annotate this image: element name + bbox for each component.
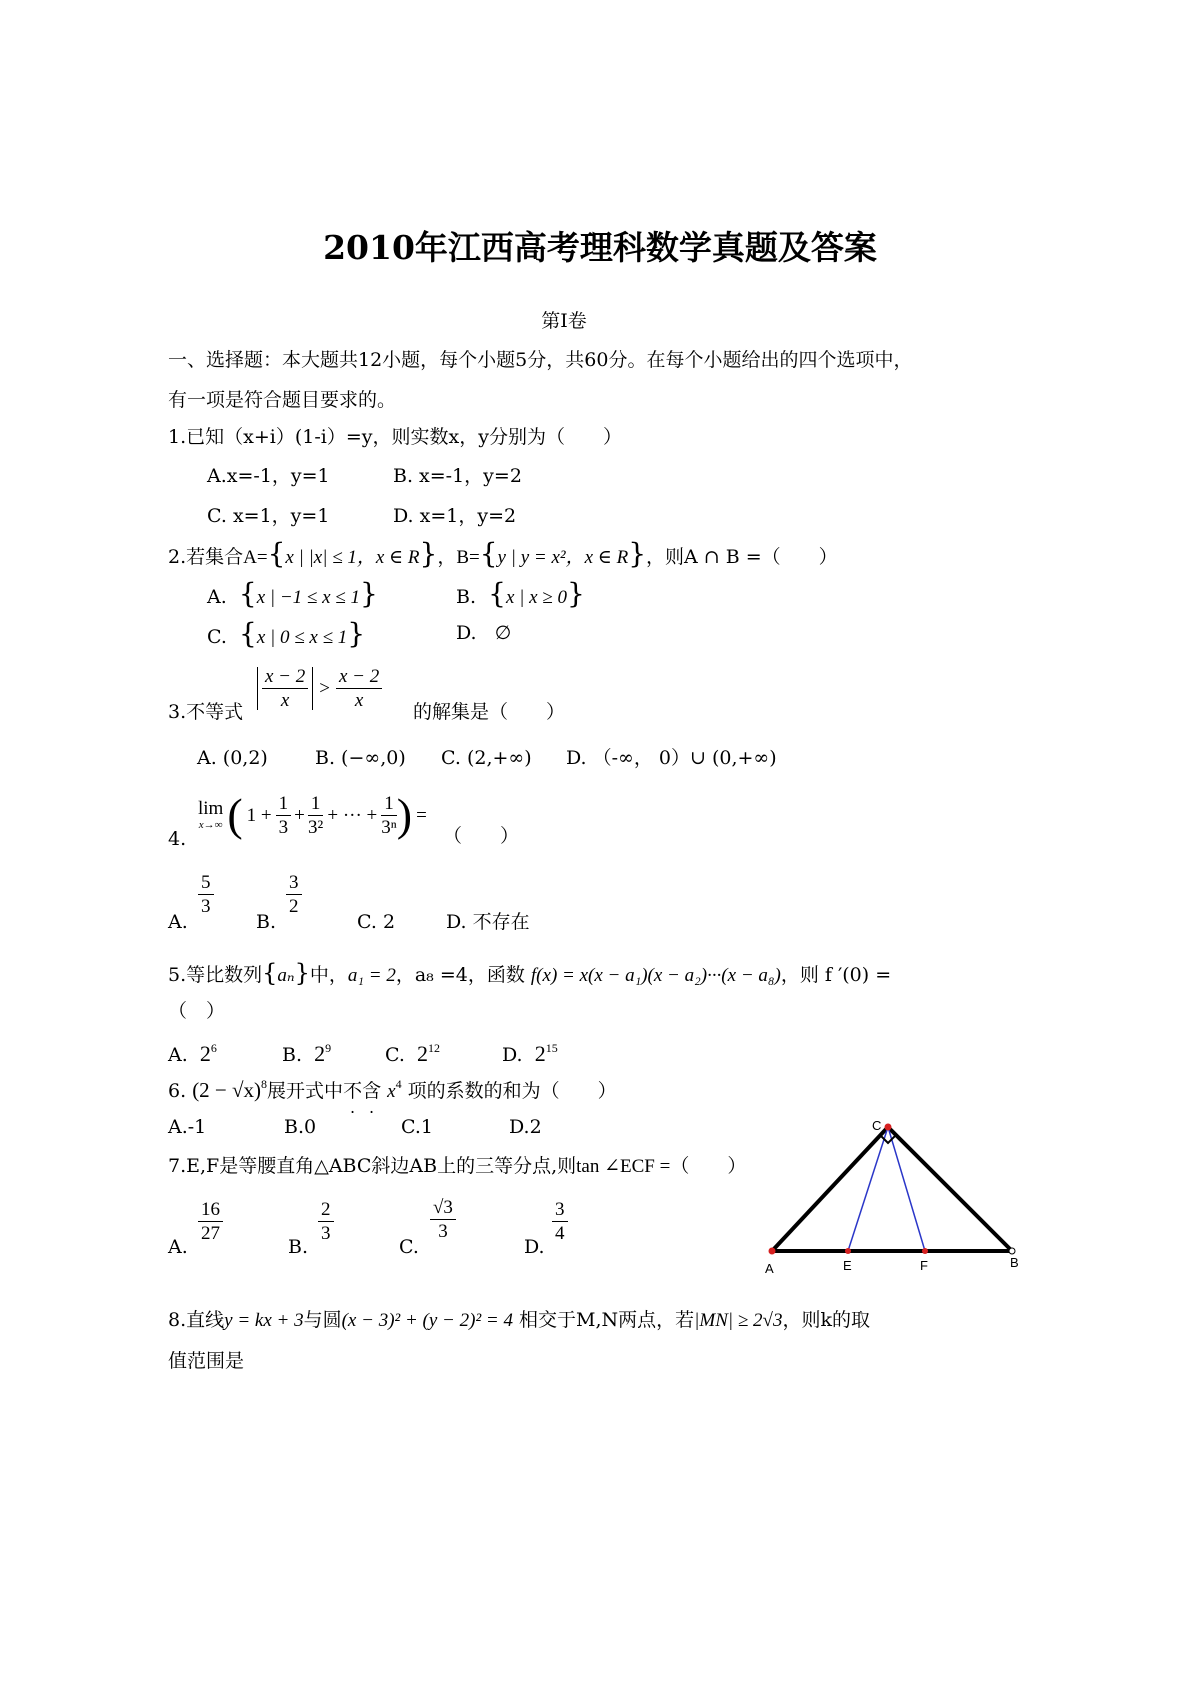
q2-b-value: x | x ≥ 0 xyxy=(505,587,567,608)
q2-c-brace-open: { xyxy=(239,617,257,650)
q5-b-base: 2 xyxy=(314,1041,326,1066)
q7-paren: （ ） xyxy=(670,1155,747,1177)
q5-d-base: 2 xyxy=(534,1041,546,1066)
q4-plus: + xyxy=(294,804,305,826)
q4-a-frac xyxy=(198,873,214,916)
q5-brace-close: } xyxy=(294,959,310,987)
q8-stem xyxy=(168,1311,870,1330)
q4-a-label: A. xyxy=(168,911,188,933)
q3-fraction-left xyxy=(262,667,308,710)
q6-x-exp: 4 xyxy=(395,1077,402,1091)
q5-option-c xyxy=(385,1042,440,1065)
q5-seq: aₙ xyxy=(277,965,295,986)
q4-limit xyxy=(198,784,427,846)
q2-b-brace-open: { xyxy=(488,577,506,610)
q1-option-c: C. x=1，y=1 xyxy=(207,505,330,527)
q6-num: 6. xyxy=(168,1080,187,1102)
q3-fraction-right xyxy=(336,667,382,710)
q7-a-label: A. xyxy=(168,1236,188,1258)
q7-stem-text: 7.E,F是等腰直角△ABC斜边AB上的三等分点,则 xyxy=(168,1155,577,1177)
q1-option-d: D. x=1，y=2 xyxy=(393,505,517,527)
q4-frac-1-num: 1 xyxy=(276,794,292,816)
q4-frac-2-num: 1 xyxy=(308,794,324,816)
q4-equals: = xyxy=(416,804,427,826)
q6-text-1: 展开式中 xyxy=(267,1080,344,1102)
q6-emphasis-1: 不 xyxy=(343,1080,363,1102)
q4-a-den: 3 xyxy=(201,896,211,917)
q7-option-c xyxy=(430,1198,456,1241)
q7-d-num: 3 xyxy=(552,1200,568,1222)
q1-option-b: B. x=-1，y=2 xyxy=(393,465,522,487)
q2-stem: 2.若集合A={x | |x| ≤ 1，x ∈ R}，B={y | y = x²，x ∈ R}，则A ∩ B =（ ） xyxy=(168,537,838,570)
q8-line-2: 值范围是 xyxy=(168,1350,245,1372)
q2-num: 2.若集合 xyxy=(168,546,244,568)
q7-d-frac xyxy=(552,1200,568,1243)
instructions-line-1: 一、选择题：本大题共12小题，每个小题5分，共60分。在每个小题给出的四个选项中， xyxy=(168,349,913,371)
q4-frac-2 xyxy=(308,794,324,837)
q1-stem: 1.已知（x+i）(1-i）=y，则实数x，y分别为（ ） xyxy=(168,426,622,448)
q2-a-brace-close: } xyxy=(359,577,378,610)
q7-b-frac xyxy=(318,1200,334,1243)
q6-text-2: 项的系数的和为（ ） xyxy=(407,1080,617,1102)
q3-abs-value xyxy=(257,667,313,710)
q5-c-label: C. xyxy=(385,1044,405,1066)
q4-lim-word: lim xyxy=(198,798,224,819)
q7-b-label: B. xyxy=(288,1236,309,1258)
q7-c-frac xyxy=(430,1198,456,1241)
q4-b-frac xyxy=(286,873,302,916)
q3-left-num: x − 2 xyxy=(262,667,308,689)
label-a: A xyxy=(765,1261,774,1276)
q4-option-c: C. 2 xyxy=(357,911,396,933)
q6-option-a: A.-1 xyxy=(168,1116,207,1138)
q8-mid-2: 相交于M,N两点，若 xyxy=(519,1309,695,1331)
q7-c-label: C. xyxy=(399,1236,419,1258)
q4-b-den: 2 xyxy=(289,896,299,917)
q7-option-b xyxy=(318,1200,334,1243)
q3-option-a: A. (0,2) xyxy=(197,747,268,769)
q3-right-num: x − 2 xyxy=(336,667,382,689)
point-a xyxy=(769,1248,776,1255)
q4-frac-3-num: 1 xyxy=(381,794,397,816)
q3-tail: 的解集是（ ） xyxy=(413,701,566,723)
q4-lim-sub: x→∞ xyxy=(198,819,223,831)
q3-left-den: x xyxy=(280,689,290,711)
q2-set-a-body: x | |x| ≤ 1，x ∈ R xyxy=(285,547,420,568)
q5-c-exp: 12 xyxy=(428,1041,440,1055)
q7-d-label: D. xyxy=(524,1236,545,1258)
q7-triangle-figure xyxy=(760,1115,1040,1280)
q2-option-d xyxy=(456,624,511,643)
point-e xyxy=(845,1248,851,1254)
q7-a-frac xyxy=(198,1200,223,1243)
q5-b-label: B. xyxy=(282,1044,303,1066)
point-c xyxy=(885,1124,892,1131)
q2-d-value: ∅ xyxy=(494,623,512,644)
q4-frac-1-den: 3 xyxy=(278,816,289,838)
q8-line: y = kx + 3 xyxy=(224,1310,304,1331)
q2-a-brace-open: { xyxy=(238,577,257,610)
q4-b-num: 3 xyxy=(286,873,302,895)
q5-mid: 中， xyxy=(309,964,348,986)
q5-tail: ，则 f ′(0) = xyxy=(780,964,892,986)
q7-b-den: 3 xyxy=(321,1223,331,1244)
q8-mid: 与圆 xyxy=(303,1309,342,1331)
q2-c-value: x | 0 ≤ x ≤ 1 xyxy=(256,627,348,648)
q2-set-b-label: B= xyxy=(456,547,480,568)
q4-b-label: B. xyxy=(256,911,277,933)
q5-brace-open: { xyxy=(262,959,278,987)
q5-paren: （ ） xyxy=(168,1000,226,1022)
q4-frac-3-den: 3ⁿ xyxy=(381,816,397,838)
q7-c-num: √3 xyxy=(430,1198,456,1220)
q2-option-a xyxy=(207,577,378,610)
q2-option-c xyxy=(207,617,366,650)
label-c: C xyxy=(872,1118,882,1133)
q8-circle: (x − 3)² + (y − 2)² = 4 xyxy=(341,1310,513,1331)
q4-option-a xyxy=(198,873,214,916)
q6-option-d: D.2 xyxy=(509,1116,542,1138)
q6-x: x xyxy=(387,1081,396,1102)
q5-option-a xyxy=(168,1042,217,1065)
q8-stem-start: 8.直线 xyxy=(168,1309,225,1331)
q2-b-label: B. xyxy=(456,586,477,608)
q5-a-base: 2 xyxy=(199,1041,211,1066)
q7-option-a xyxy=(198,1200,223,1243)
q5-option-b xyxy=(282,1042,331,1065)
q4-one: 1 + xyxy=(246,804,272,826)
q6-expr: (2 − √x) xyxy=(192,1078,262,1102)
q4-num: 4. xyxy=(168,828,187,850)
q2-brace-close: } xyxy=(419,537,438,570)
page-title: 2010年江西高考理科数学真题及答案 xyxy=(323,228,877,267)
right-angle-mark xyxy=(880,1135,896,1143)
label-f: F xyxy=(920,1258,928,1273)
q8-tail: ，则k的取 xyxy=(782,1309,870,1331)
q7-stem xyxy=(168,1157,746,1176)
q2-brace-open-b: { xyxy=(479,537,498,570)
q2-tail: ，则A ∩ B =（ ） xyxy=(646,546,838,568)
label-e: E xyxy=(843,1258,852,1273)
section-label: 第Ⅰ卷 xyxy=(541,310,587,332)
q4-a-num: 5 xyxy=(198,873,214,895)
q5-c-base: 2 xyxy=(417,1041,428,1066)
q2-d-label: D. xyxy=(456,622,477,644)
q3-option-c: C. (2,+∞) xyxy=(441,747,532,769)
q5-a-label: A. xyxy=(168,1044,188,1066)
q4-option-d: D. 不存在 xyxy=(446,911,530,933)
q5-d-label: D. xyxy=(502,1044,523,1066)
q6-option-b: B.0 xyxy=(284,1116,317,1138)
q2-a-value: x | −1 ≤ x ≤ 1 xyxy=(256,587,360,608)
point-f xyxy=(922,1248,928,1254)
q2-option-b xyxy=(456,577,585,610)
q7-option-d xyxy=(552,1200,568,1243)
q2-b-brace-close: } xyxy=(566,577,585,610)
q3-gt: > xyxy=(319,677,330,699)
q5-option-d xyxy=(502,1042,558,1065)
q5-a-exp: 6 xyxy=(210,1041,217,1055)
q4-paren-close: ) xyxy=(396,789,413,840)
q3-right-den: x xyxy=(354,689,364,711)
q7-tan: tan ∠ECF = xyxy=(576,1156,671,1177)
q5-function: f(x) = x(x − a₁)(x − a₂)···(x − a₈) xyxy=(530,965,781,986)
q2-c-brace-close: } xyxy=(347,617,366,650)
q2-brace-open: { xyxy=(267,537,286,570)
q7-d-den: 4 xyxy=(555,1223,565,1244)
q3-inequality xyxy=(257,658,382,718)
q1-option-a: A.x=-1，y=1 xyxy=(207,465,330,487)
q7-b-num: 2 xyxy=(318,1200,334,1222)
q4-paren: （ ） xyxy=(443,825,520,847)
q7-a-den: 27 xyxy=(201,1223,220,1244)
q4-option-b xyxy=(286,873,302,916)
q2-brace-close-b: } xyxy=(628,537,647,570)
q3-num: 3.不等式 xyxy=(168,701,244,723)
label-b: B xyxy=(1010,1255,1019,1270)
q3-option-d: D. （-∞， 0）∪ (0,+∞) xyxy=(566,747,777,769)
q5-d-exp: 15 xyxy=(545,1041,558,1055)
q4-frac-2-den: 3² xyxy=(308,816,324,838)
q6-exp: 8 xyxy=(261,1077,268,1091)
q4-lim xyxy=(198,799,223,831)
point-b xyxy=(1009,1248,1015,1254)
q2-set-a-label: A= xyxy=(243,547,268,568)
q5-a1: a₁ = 2 xyxy=(347,965,396,986)
q3-option-b: B. (−∞,0) xyxy=(315,747,406,769)
q8-condition: |MN| ≥ 2√3 xyxy=(694,1310,783,1331)
q6-option-c: C.1 xyxy=(401,1116,433,1138)
q6-stem xyxy=(168,1078,617,1101)
instructions-line-2: 有一项是符合题目要求的。 xyxy=(168,389,397,411)
q4-frac-1 xyxy=(276,794,292,837)
q2-set-b-body: y | y = x²，x ∈ R xyxy=(497,547,629,568)
q5-stem-start: 5.等比数列 xyxy=(168,964,263,986)
q4-paren-open: ( xyxy=(227,789,243,840)
triangle-side-ac xyxy=(772,1127,888,1251)
q2-a-label: A. xyxy=(207,586,227,608)
q6-emphasis-2: 含 xyxy=(362,1080,382,1102)
q5-stem xyxy=(168,961,891,985)
q2-c-label: C. xyxy=(207,626,227,648)
q7-a-num: 16 xyxy=(198,1200,223,1222)
q4-frac-3 xyxy=(381,794,397,837)
q5-a8: ，a₈ =4，函数 xyxy=(395,964,525,986)
q7-c-den: 3 xyxy=(438,1221,448,1242)
q4-dots: + ··· + xyxy=(327,804,378,826)
q5-b-exp: 9 xyxy=(325,1041,332,1055)
